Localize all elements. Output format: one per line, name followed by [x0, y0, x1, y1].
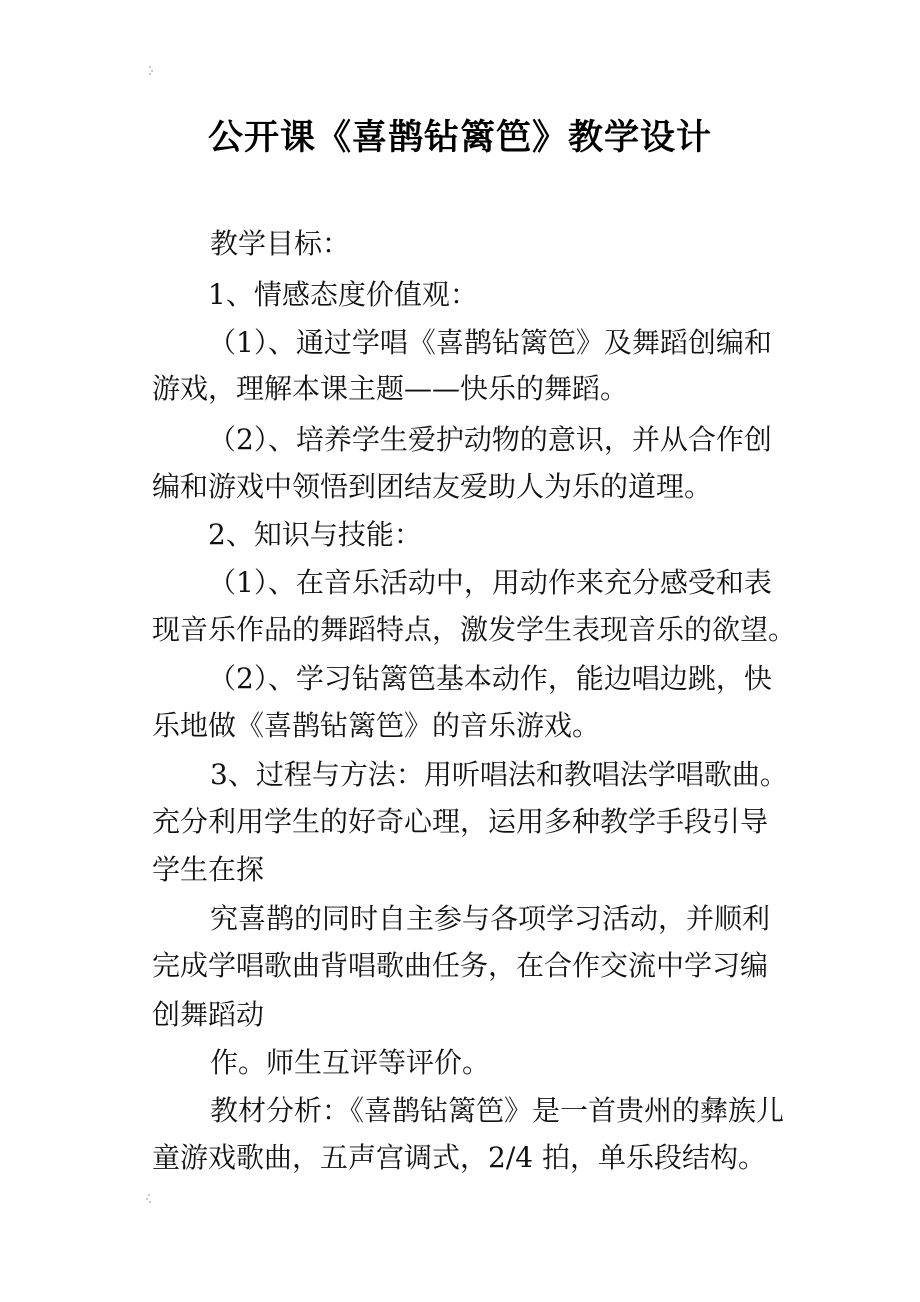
- paragraph-line: 编和游戏中领悟到团结友爱助人为乐的道理。: [152, 470, 713, 503]
- paragraph-line: （2）、培养学生爱护动物的意识，并从合作创: [208, 423, 772, 456]
- paragraph-line: （1）、在音乐活动中，用动作来充分感受和表: [208, 566, 772, 599]
- paragraph-line: 充分利用学生的好奇心理，运用多种教学手段引导: [152, 805, 769, 838]
- paragraph-line: 现音乐作品的舞蹈特点，激发学生表现音乐的欲望。: [152, 613, 797, 646]
- paragraph-line: （2）、学习钻篱笆基本动作，能边唱边跳，快: [208, 662, 772, 695]
- paragraph-line: 游戏，理解本课主题——快乐的舞蹈。: [152, 372, 629, 405]
- paragraph-line: 乐地做《喜鹊钻篱笆》的音乐游戏。: [152, 709, 601, 742]
- paragraph-line: 2、知识与技能：: [208, 518, 422, 551]
- page-corner-mark-bottom: [146, 1194, 152, 1204]
- paragraph-line: 作。师生互评等评价。: [210, 1046, 491, 1079]
- paragraph-line: 教学目标：: [210, 227, 351, 260]
- paragraph-line: 教材分析：《喜鹊钻篱笆》是一首贵州的彝族儿: [210, 1094, 785, 1127]
- paragraph-line: （1）、通过学唱《喜鹊钻篱笆》及舞蹈创编和: [208, 326, 772, 359]
- document-title: 公开课《喜鹊钻篱笆》教学设计: [207, 118, 712, 158]
- paragraph-line: 创舞蹈动: [152, 998, 265, 1031]
- paragraph-line: 完成学唱歌曲背唱歌曲任务，在合作交流中学习编: [152, 949, 769, 982]
- paragraph-line: 1、情感态度价值观：: [208, 278, 478, 311]
- paragraph-line: 究喜鹊的同时自主参与各项学习活动，并顺利: [210, 902, 771, 935]
- page-corner-mark-top: [148, 66, 154, 76]
- paragraph-line: 学生在探: [152, 853, 265, 886]
- paragraph-line: 3、过程与方法：用听唱法和教唱法学唱歌曲。: [210, 758, 788, 791]
- paragraph-line: 童游戏歌曲，五声宫调式，2/4 拍，单乐段结构。: [152, 1141, 766, 1174]
